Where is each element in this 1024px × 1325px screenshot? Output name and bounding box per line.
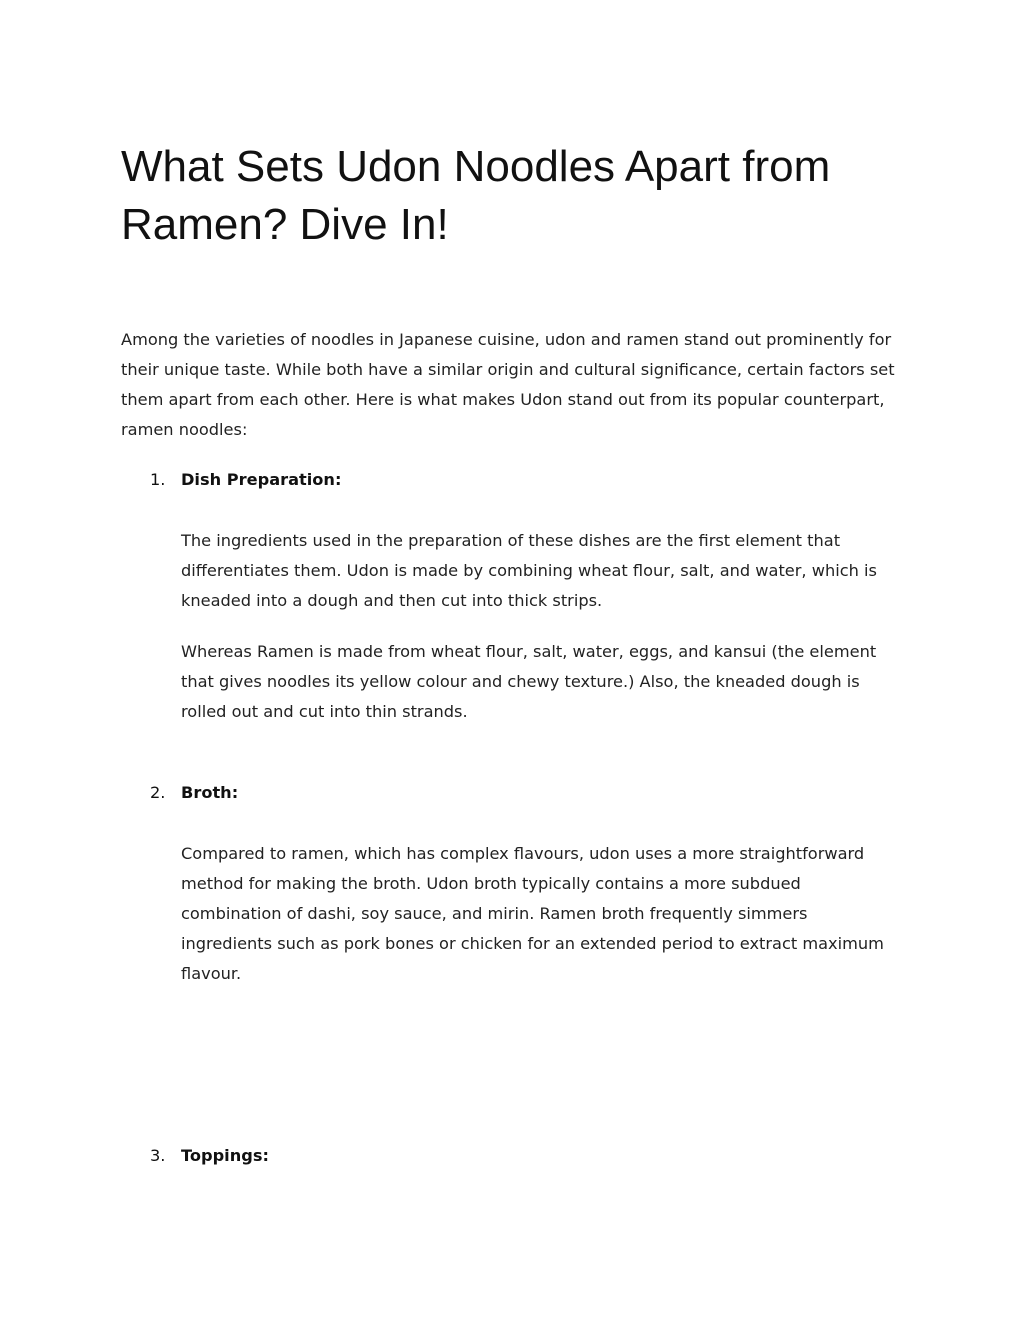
broth-paragraph: Compared to ramen, which has complex flavours, udon uses a more straightforward method for making the broth. Udon broth typically contains a more subdued combination of dashi, soy sauce, and mirin. Ramen broth frequently simmers ingredients such as pork bones or chicken for an extended period to extract maximum flavour. bbox=[181, 844, 884, 983]
section-number: 2. bbox=[150, 783, 166, 802]
page-title: What Sets Udon Noodles Apart from Ramen? Dive In! bbox=[121, 142, 831, 249]
dish-preparation-paragraph-1: The ingredients used in the preparation of these dishes are the first element that differentiates them. Udon is made by combining wheat flour, salt, and water, which is kneaded into a dough and then cut into thick strips. bbox=[181, 531, 877, 610]
section-heading-label: Broth: bbox=[181, 783, 239, 802]
section-number: 3. bbox=[150, 1146, 166, 1165]
intro-paragraph: Among the varieties of noodles in Japanese cuisine, udon and ramen stand out prominently for their unique taste. While both have a similar origin and cultural significance, certain factors set them apart from each other. Here is what makes Udon stand out from its popular counterpart, ramen noodles: bbox=[121, 330, 895, 439]
section-heading-label: Toppings: bbox=[181, 1146, 269, 1165]
section-heading-toppings bbox=[150, 1141, 269, 1171]
dish-preparation-paragraph-2: Whereas Ramen is made from wheat flour, salt, water, eggs, and kansui (the element that gives noodles its yellow colour and chewy texture.) Also, the kneaded dough is rolled out and cut into thin strands. bbox=[181, 642, 877, 721]
section-number: 1. bbox=[150, 470, 166, 489]
section-heading-label: Dish Preparation: bbox=[181, 470, 342, 489]
section-heading-broth bbox=[150, 778, 238, 808]
section-heading-dish-preparation bbox=[150, 465, 341, 495]
